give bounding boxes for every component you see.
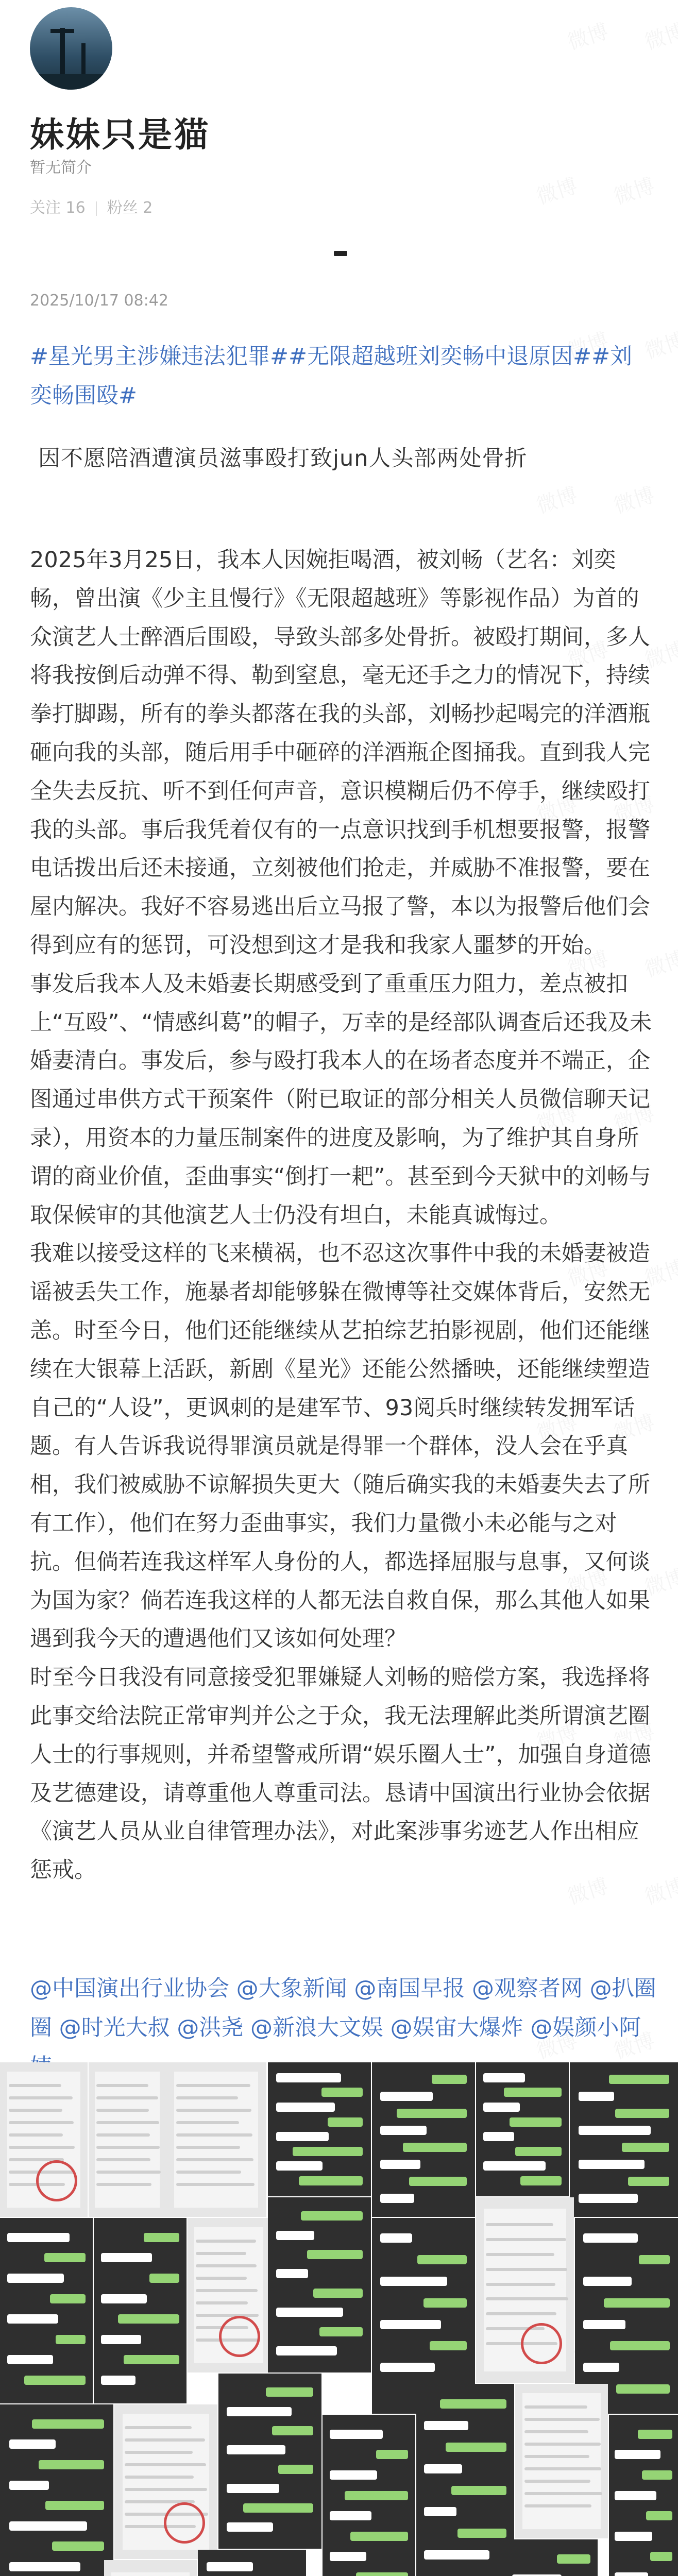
chat-screenshot-image[interactable] <box>94 2218 187 2403</box>
post-body <box>30 541 657 1890</box>
following-label: 关注 <box>30 199 61 217</box>
chat-screenshot-image[interactable] <box>609 2415 678 2576</box>
post-paragraph: 事发后我本人及未婚妻长期感受到了重重压力阻力，差点被扣上“互殴”、“情感纠葛”的帽子，万幸的是经部队调查后还我及未婚妻清白。事发后，参与殴打我本人的在场者态度并不端正，企图通过串供方式干预案件（附已取证的部分相关人员微信聊天记录），用资本的力量压制案件的进度及影响，为了维护其自身所谓的商业价值，歪曲事实“倒打一耙”。甚至到今天狱中的刘畅与取保候审的其他演艺人士仍没有坦白，未能真诚悔过。 <box>30 971 652 1228</box>
evidence-document-image[interactable] <box>114 2404 217 2559</box>
followers-link[interactable] <box>107 199 153 217</box>
chat-screenshot-image[interactable] <box>218 2374 321 2549</box>
user-bio: 暂无简介 <box>30 159 92 177</box>
post-hashtags[interactable]: #星光男主涉嫌违法犯罪##无限超越班刘奕畅中退原因##刘奕畅围殴# <box>30 344 633 409</box>
chat-screenshot-image[interactable] <box>570 2062 678 2217</box>
watermark <box>532 170 581 210</box>
user-stats <box>30 195 152 217</box>
section-divider <box>334 251 347 256</box>
post-mentions[interactable]: @中国演出行业协会 @大象新闻 @南国早报 @观察者网 @扒圈圈 @时光大叔 @洪尧 @新浪大文娱 @娱宙大爆炸 @娱颜小阿 <box>30 1976 656 2041</box>
username[interactable]: 妹妹只是猫 <box>30 115 210 155</box>
stats-divider <box>96 201 97 216</box>
watermark <box>532 479 581 519</box>
chat-screenshot-image[interactable] <box>0 2404 113 2576</box>
chat-screenshot-image[interactable] <box>0 2218 93 2403</box>
followers-count: 2 <box>143 199 153 217</box>
image-grid <box>0 2062 678 2576</box>
post-date: 2025/10/17 08:42 <box>30 292 168 310</box>
evidence-document-image[interactable] <box>476 2197 574 2383</box>
avatar[interactable] <box>30 7 112 90</box>
watermark <box>563 15 612 56</box>
chat-screenshot-image[interactable] <box>268 2062 371 2196</box>
chat-screenshot-image[interactable] <box>416 2384 514 2576</box>
chat-screenshot-image[interactable] <box>372 2062 475 2217</box>
evidence-document-image[interactable] <box>104 2560 197 2576</box>
post-subtitle: 因不愿陪酒遭演员滋事殴打致jun人头部两处骨折 <box>38 446 528 471</box>
chat-screenshot-image[interactable] <box>505 2539 598 2576</box>
chat-screenshot-image[interactable] <box>198 2550 306 2576</box>
evidence-document-image[interactable] <box>0 2062 88 2217</box>
post-paragraph: 2025年3月25日，我本人因婉拒喝酒，被刘畅（艺名：刘奕畅，曾出演《少主且慢行》《无限超越班》等影视作品）为首的众演艺人士醉酒后围殴，导致头部多处骨折。被殴打期间，多人将我按倒后动弹不得、勒到窒息，毫无还手之力的情况下，持续拳打脚踢，所有的拳头都落在我的头部，刘畅抄起喝完的洋酒瓶砸向我的头部，随后用手中砸碎的洋酒瓶企图捅我。直到我人完全失去反抗、听不到任何声音，意识模糊后仍不停手，继续殴打我的头部。事后我凭着仅有的一点意识找到手机想要报警，报警电话拨出后还未接通，立刻被他们抢走，并威胁不准报警，要在屋内解决。我好不容易逃出后立马报了警，本以为报警后他们会得到应有的惩罚，可没想到这才是我和我家人噩梦的开始。 <box>30 547 650 958</box>
watermark <box>609 170 658 210</box>
watermark <box>609 479 658 519</box>
evidence-document-image[interactable] <box>89 2062 166 2217</box>
post-paragraph: 时至今日我没有同意接受犯罪嫌疑人刘畅的赔偿方案，我选择将此事交给法院正常审判并公之于众，我无法理解此类所谓演艺圈人士的行事规则，并希望警戒所谓“娱乐圈人士”，加强自身道德及艺德建设，请尊重他人尊重司法。恳请中国演出行业协会依据《演艺人员从业自律管理办法》，对此案涉事劣迹艺人作出相应惩戒。 <box>30 1665 651 1884</box>
evidence-document-image[interactable] <box>515 2384 608 2538</box>
chat-screenshot-image[interactable] <box>268 2197 371 2372</box>
followers-label: 粉丝 <box>107 199 138 217</box>
chat-screenshot-image[interactable] <box>476 2062 569 2196</box>
evidence-document-image[interactable] <box>188 2218 270 2372</box>
following-count: 16 <box>65 199 86 217</box>
following-link[interactable] <box>30 199 86 217</box>
post-paragraph: 我难以接受这样的飞来横祸，也不忍这次事件中我的未婚妻被造谣被丢失工作，施暴者却能够躲在微博等社交媒体背后，安然无恙。时至今日，他们还能继续从艺拍综艺拍影视剧，他们还能继续在大银幕上活跃，新剧《星光》还能公然播映，还能继续塑造自己的“人设”，更讽刺的是建军节、93阅兵时继续转发拥军话题。有人告诉我说得罪演员就是得罪一个群体，没人会在乎真相，我们被威胁不谅解损失更大（随后确实我的未婚妻失去了所有工作），他们在努力歪曲事实，我们力量微小未必能与之对抗。但倘若连我这样军人身份的人，都选择屈服与息事，又何谈为国为家？倘若连我这样的人都无法自救自保，那么其他人如果遇到我今天的遭遇他们又该如何处理？ <box>30 1241 650 1652</box>
watermark <box>640 15 678 56</box>
evidence-document-image[interactable] <box>166 2062 266 2217</box>
chat-screenshot-image[interactable] <box>323 2415 415 2576</box>
